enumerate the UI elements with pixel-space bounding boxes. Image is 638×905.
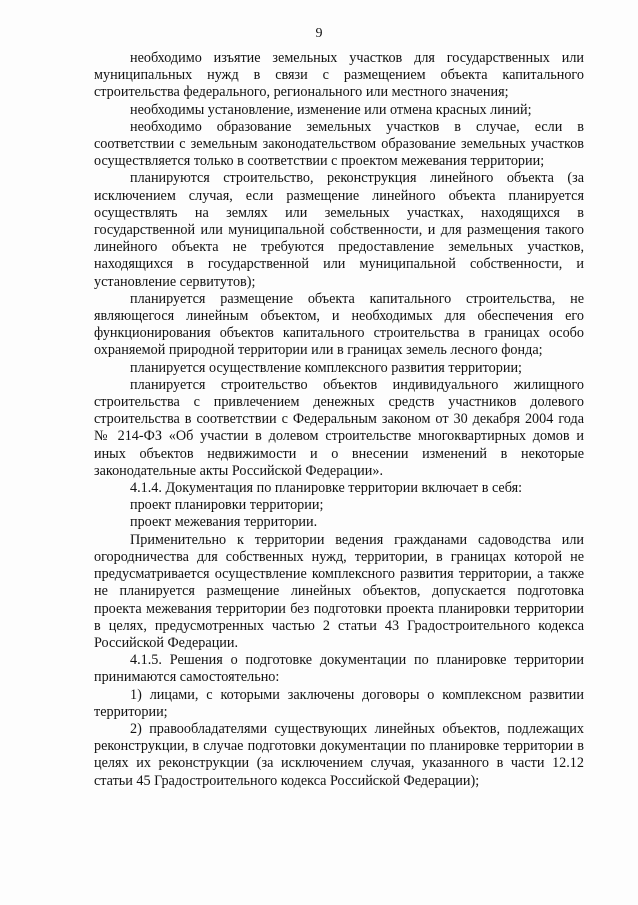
paragraph-land-formation: необходимо образование земельных участков в случае, если в соответствии с земельным законодательством образование земельных участков осуществляется только в соответствии с проектом межевания территории; <box>94 118 584 170</box>
document-body <box>94 50 584 790</box>
paragraph-surveying-project: проект межевания территории. <box>130 514 318 531</box>
paragraph-complex-development: планируется осуществление комплексного развития территории; <box>130 359 522 376</box>
paragraph-capital-construction: планируется размещение объекта капитального строительства, не являющегося линейным объектом, и необходимых для обеспечения его функционирования объектов капитального строительства в границах особо охраняемой природной территории или в границах земель лесного фонда; <box>94 290 584 359</box>
paragraph-item-1: 1) лицами, с которыми заключены договоры о комплексном развитии территории; <box>94 686 584 720</box>
paragraph-item-2: 2) правообладателями существующих линейных объектов, подлежащих реконструкции, в случае подготовки документации по планировке территории в целях их реконструкции (за исключением случая, указанного в части 12.12 статьи 45 Градостроительного кодекса Российской Федерации); <box>94 720 584 789</box>
paragraph-planning-project: проект планировки территории; <box>130 497 324 514</box>
paragraph-land-seizure: необходимо изъятие земельных участков для государственных или муниципальных нужд в связи с размещением объекта капитального строительства федерального, регионального или местного значения; <box>94 50 584 101</box>
paragraph-red-lines: необходимы установление, изменение или отмена красных линий; <box>130 101 532 118</box>
page-number: 9 <box>315 26 323 41</box>
paragraph-linear-object: планируются строительство, реконструкция линейного объекта (за исключением случая, если размещение линейного объекта планируется осуществлять на землях или земельных участках, находящихся в государственной или муниципальной собственности, и для размещения такого линейного объекта не требуются предоставление земельных участков, находящихся в государственной или муниципальной собственности, и установление сервитутов); <box>94 170 584 290</box>
paragraph-section-4-1-4: 4.1.4. Документация по планировке территории включает в себя: <box>130 480 523 497</box>
paragraph-gardening-territory: Применительно к территории ведения гражданами садоводства или огородничества для собственных нужд, территории, в границах которой не предусматривается осуществление комплексного развития территории, а также не планируется размещение линейных объектов, допускается подготовка проекта межевания территории без подготовки проекта планировки территории в целях, предусмотренных частью 2 статьи 43 Градостроительного кодекса Российской Федерации. <box>94 531 584 651</box>
paragraph-section-4-1-5: 4.1.5. Решения о подготовке документации по планировке территории принимаются самостоятельно: <box>94 652 584 686</box>
paragraph-individual-housing: планируется строительство объектов индивидуального жилищного строительства с привлечением денежных средств участников долевого строительства в соответствии с Федеральным законом от 30 декабря 2004 года № 214-ФЗ «Об участии в долевом строительстве многоквартирных домов и иных объектов недвижимости и о внесении изменений в некоторые законодательные акты Российской Федерации». <box>94 376 584 479</box>
